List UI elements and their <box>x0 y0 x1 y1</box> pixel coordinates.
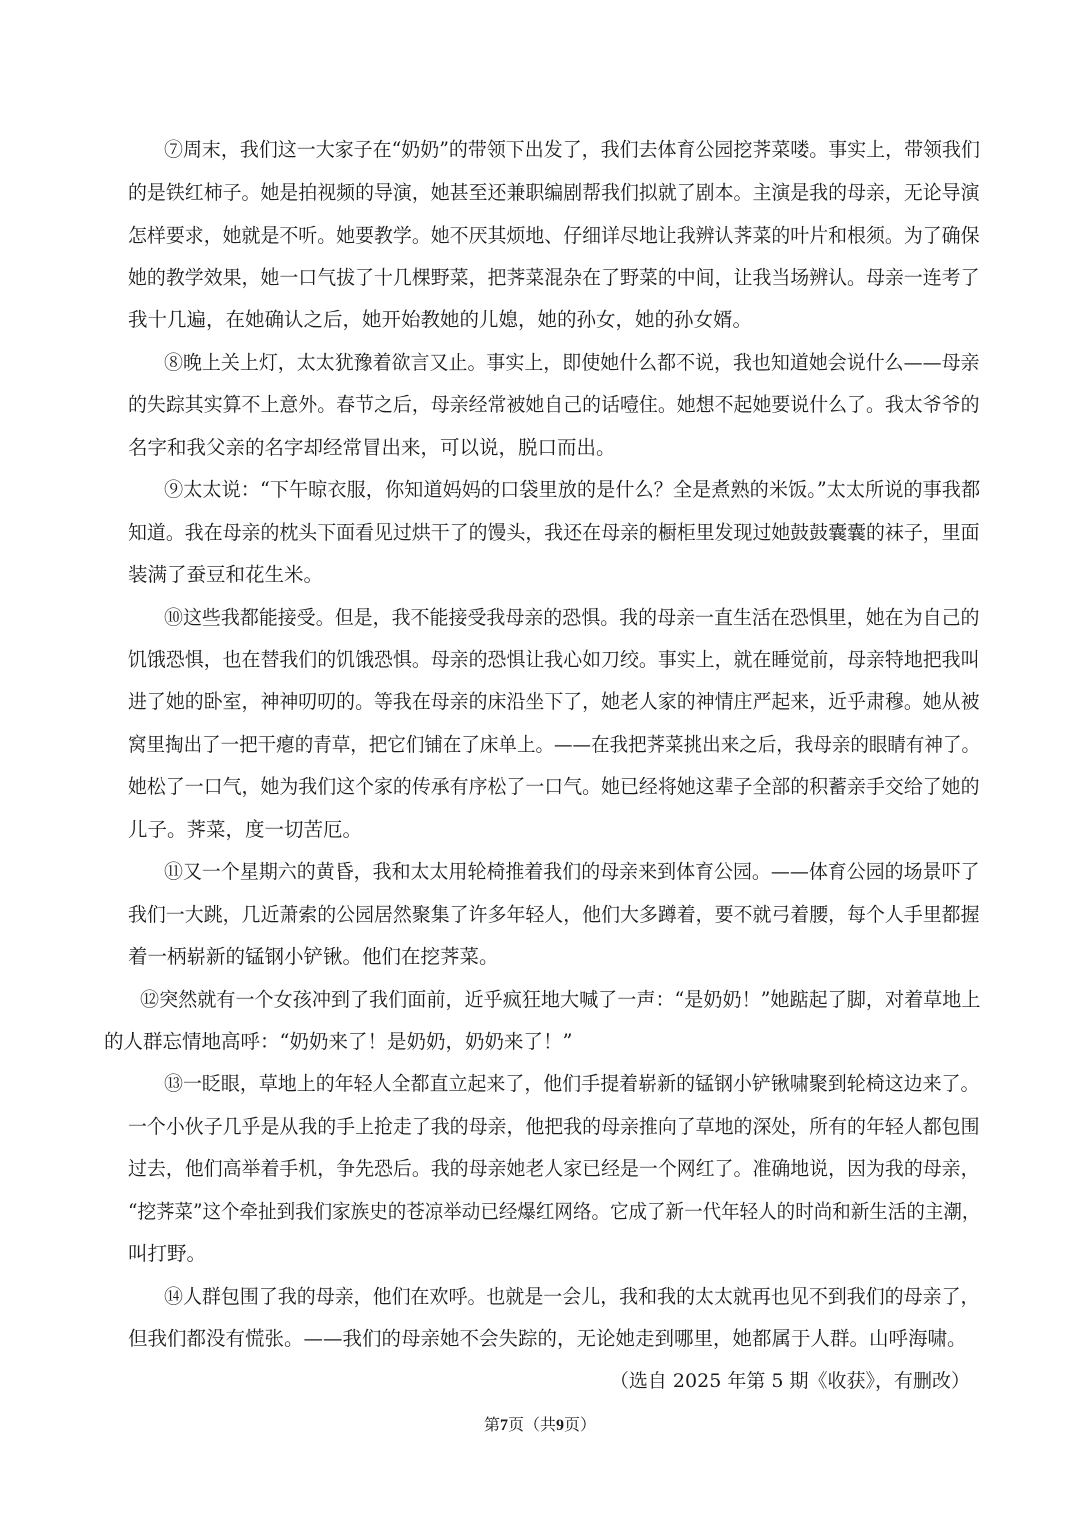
text-line: ⑧晚上关上灯，太太犹豫着欲言又止。事实上，即使她什么都不说，我也知道她会说什么——母亲 <box>164 351 980 374</box>
text-line: 的是铁红柿子。她是拍视频的导演，她甚至还兼职编剧帮我们拟就了剧本。主演是我的母亲，无论导演 <box>128 181 980 204</box>
source-citation: （选自 2025 年第 5 期《收获》，有删改） <box>609 1370 970 1392</box>
text-line: ⑭人群包围了我的母亲，他们在欢呼。也就是一会儿，我和我的太太就再也见不到我们的母亲了， <box>164 1285 980 1308</box>
text-line: 儿子。荠菜，度一切苦厄。 <box>128 818 363 841</box>
text-line: 我们一大跳，几近萧索的公园居然聚集了许多年轻人，他们大多蹲着，要不就弓着腰，每个人手里都握 <box>128 903 980 926</box>
text-line: 知道。我在母亲的枕头下面看见过烘干了的馒头，我还在母亲的橱柜里发现过她鼓鼓囊囊的袜子，里面 <box>128 521 980 544</box>
text-line: ⑫突然就有一个女孩冲到了我们面前，近乎疯狂地大喊了一声：“是奶奶！”她踮起了脚，对着草地上 <box>140 988 981 1011</box>
text-line: 着一柄崭新的锰钢小铲锹。他们在挖荠菜。 <box>128 945 499 968</box>
text-line: 饥饿恐惧，也在替我们的饥饿恐惧。母亲的恐惧让我心如刀绞。事实上，就在睡觉前，母亲特地把我叫 <box>128 648 980 671</box>
text-line: 她松了一口气，她为我们这个家的传承有序松了一口气。她已经将她这辈子全部的积蓄亲手交给了她的 <box>128 775 980 798</box>
footer-prefix: 第 <box>483 1415 500 1434</box>
text-line: 但我们都没有慌张。——我们的母亲她不会失踪的，无论她走到哪里，她都属于人群。山呼海啸。 <box>128 1327 967 1350</box>
footer-suffix: 页） <box>564 1415 597 1434</box>
text-line: 窝里掏出了一把干瘪的青草，把它们铺在了床单上。——在我把荠菜挑出来之后，我母亲的眼睛有神了。 <box>128 733 981 756</box>
text-line: “挖荠菜”这个牵扯到我们家族史的苍凉举动已经爆红网络。它成了新一代年轻人的时尚和新生活的主潮， <box>128 1200 981 1223</box>
footer-middle: 页（共 <box>507 1415 556 1434</box>
current-page-number: 7 <box>499 1417 508 1434</box>
text-line: 怎样要求，她就是不听。她要教学。她不厌其烦地、仔细详尽地让我辨认荠菜的叶片和根须。为了确保 <box>128 224 980 247</box>
text-line: 名字和我父亲的名字却经常冒出来，可以说，脱口而出。 <box>128 436 616 459</box>
total-pages-number: 9 <box>556 1417 564 1434</box>
text-line: 一个小伙子几乎是从我的手上抢走了我的母亲，他把我的母亲推向了草地的深处，所有的年轻人都包围 <box>128 1115 980 1138</box>
text-line: 她的教学效果，她一口气拔了十几棵野菜，把荠菜混杂在了野菜的中间，让我当场辨认。母亲一连考了 <box>128 266 980 289</box>
page-footer <box>0 1414 1080 1437</box>
text-line: 进了她的卧室，神神叨叨的。等我在母亲的床沿坐下了，她老人家的神情庄严起来，近乎肃穆。她从被 <box>128 690 980 713</box>
text-line: 的失踪其实算不上意外。春节之后，母亲经常被她自己的话噎住。她想不起她要说什么了。我太爷爷的 <box>128 393 980 416</box>
text-line: ⑩这些我都能接受。但是，我不能接受我母亲的恐惧。我的母亲一直生活在恐惧里，她在为自己的 <box>164 606 980 629</box>
text-line: ⑦周末，我们这一大家子在“奶奶”的带领下出发了，我们去体育公园挖荠菜喽。事实上，带领我们 <box>164 138 980 161</box>
text-line: 叫打野。 <box>128 1242 207 1265</box>
text-line: 装满了蚕豆和花生米。 <box>128 563 324 586</box>
text-line: 我十几遍，在她确认之后，她开始教她的儿媳，她的孙女，她的孙女婿。 <box>128 308 753 331</box>
text-line: ⑬一眨眼，草地上的年轻人全都直立起来了，他们手提着崭新的锰钢小铲锹啸聚到轮椅这边来了。 <box>164 1072 980 1095</box>
text-line: 的人群忘情地高呼：“奶奶来了！是奶奶，奶奶来了！” <box>104 1030 573 1053</box>
text-line: 过去，他们高举着手机，争先恐后。我的母亲她老人家已经是一个网红了。准确地说，因为我的母亲， <box>128 1157 980 1180</box>
text-line: ⑨太太说：“下午晾衣服，你知道妈妈的口袋里放的是什么？全是煮熟的米饭。”太太所说的事我都 <box>164 478 981 501</box>
text-line: ⑪又一个星期六的黄昏，我和太太用轮椅推着我们的母亲来到体育公园。——体育公园的场景吓了 <box>164 860 980 883</box>
